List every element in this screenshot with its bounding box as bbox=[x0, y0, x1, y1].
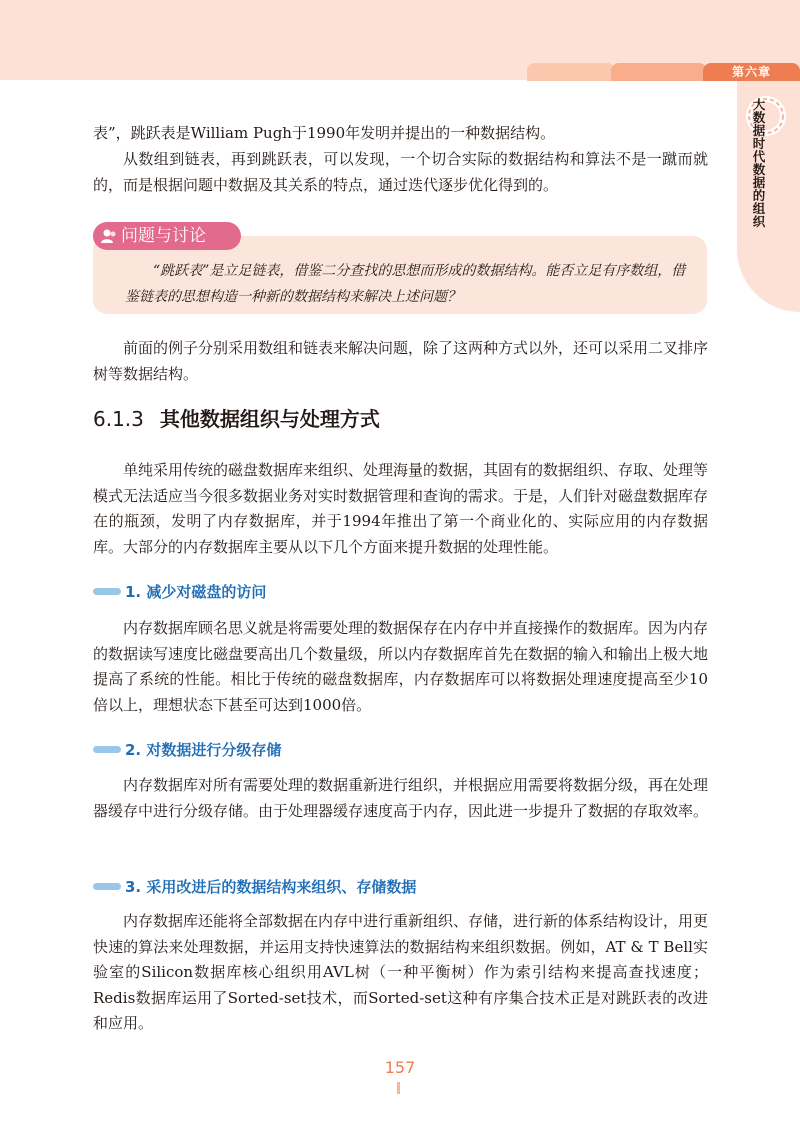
heading-bar bbox=[93, 746, 121, 753]
subsection-heading-2 bbox=[93, 738, 281, 760]
heading-bar bbox=[93, 883, 121, 890]
page-number-tick bbox=[397, 1082, 400, 1094]
paragraph-3: 前面的例子分别采用数组和链表来解决问题，除了这两种方式以外，还可以采用二叉排序树等数据结构。 bbox=[93, 339, 709, 383]
subsection-heading-1 bbox=[93, 580, 266, 602]
paragraph-1: 表”，跳跃表是William Pugh于1990年发明并提出的一种数据结构。 bbox=[93, 124, 556, 142]
discussion-label bbox=[93, 222, 241, 250]
header-tab-decoration bbox=[611, 63, 707, 81]
subsection-title-1: 1. 减少对磁盘的访问 bbox=[125, 582, 267, 601]
discussion-label-text: 问题与讨论 bbox=[121, 226, 206, 246]
subsection-text-3: 内存数据库还能将全部数据在内存中进行重新组织、存储，进行新的体系结构设计，用更快速的算法来处理数据，并运用支持快速算法的数据结构来组织数据。例如，AT & T Bell实验室的Silicon数据库核心组织用AVL树（一种平衡树）作为索引结构来提高查找速度；Redis数据库运用了Sorted-set技术，而Sorted-set这种有序集合技术正是对跳跃表的改进和应用。 bbox=[93, 912, 709, 1032]
subsection-title-3: 3. 采用改进后的数据结构来组织、存储数据 bbox=[125, 877, 417, 896]
subsection-title-2: 2. 对数据进行分级存储 bbox=[125, 740, 282, 759]
side-title: 大数据时代数据的组织 bbox=[751, 98, 766, 228]
discussion-text: “跳跃表”是立足链表，借鉴二分查找的思想而形成的数据结构。能否立足有序数组，借鉴链表的思想构造一种新的数据结构来解决上述问题？ bbox=[125, 263, 686, 305]
section-intro: 单纯采用传统的磁盘数据库来组织、处理海量的数据，其固有的数据组织、存取、处理等模式无法适应当今很多数据业务对实时数据管理和查询的需求。于是，人们针对磁盘数据库存在的瓶颈，发明了内存数据库，并于1994年推出了第一个商业化的、实际应用的内存数据库。大部分的内存数据库主要从以下几个方面来提升数据的处理性能。 bbox=[93, 461, 709, 556]
subsection-text-2: 内存数据库对所有需要处理的数据重新进行组织，并根据应用需要将数据分级，再在处理器缓存中进行分级存储。由于处理器缓存速度高于内存，因此进一步提升了数据的存取效率。 bbox=[93, 776, 709, 820]
chapter-tab: 第六章 bbox=[703, 63, 800, 81]
header-tab-decoration bbox=[527, 63, 615, 81]
page-number: 157 bbox=[384, 1058, 416, 1077]
heading-bar bbox=[93, 588, 121, 595]
section-number: 6.1.3 bbox=[93, 407, 144, 431]
subsection-heading-3 bbox=[93, 875, 416, 897]
section-title: 其他数据组织与处理方式 bbox=[159, 407, 380, 431]
people-icon bbox=[99, 226, 119, 246]
section-heading bbox=[93, 403, 380, 432]
paragraph-2: 从数组到链表，再到跳跃表，可以发现，一个切合实际的数据结构和算法不是一蹴而就的，而是根据问题中数据及其关系的特点，通过迭代逐步优化得到的。 bbox=[93, 150, 708, 194]
subsection-text-1: 内存数据库顾名思义就是将需要处理的数据保存在内存中并直接操作的数据库。因为内存的数据读写速度比磁盘要高出几个数量级，所以内存数据库首先在数据的输入和输出上极大地提高了系统的性能。相比于传统的磁盘数据库，内存数据库可以将数据处理速度提高至少10倍以上，理想状态下甚至可达到1000倍。 bbox=[93, 619, 709, 714]
